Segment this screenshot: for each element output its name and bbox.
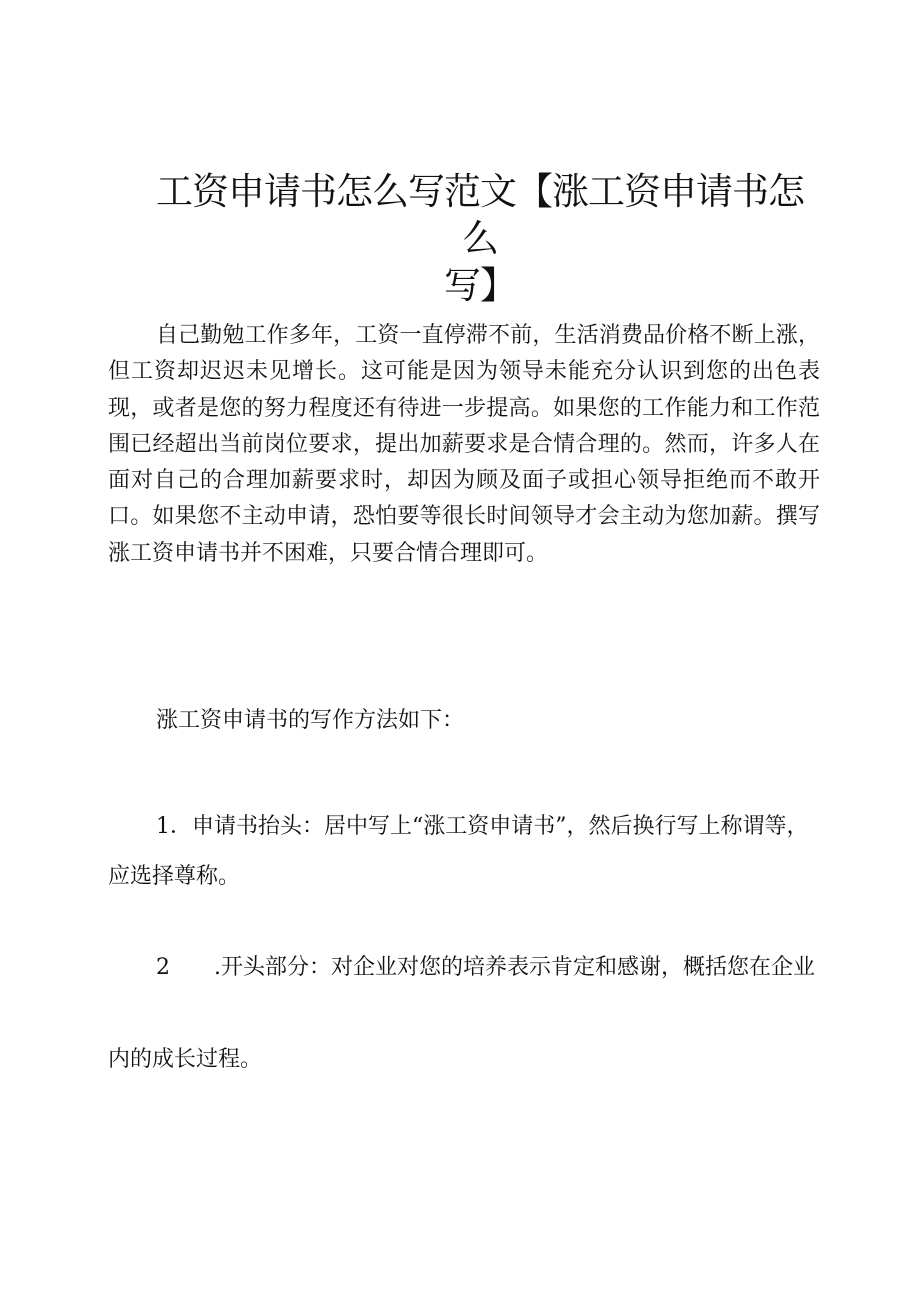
document-title (140, 168, 820, 309)
list-item-1: 1．申请书抬头：居中写上“涨工资申请书”，然后换行写上称谓等，应选择尊称。 (108, 814, 809, 889)
list-item-2-text: .开头部分：对企业对您的培养表示肯定和感谢，概括您在企业 (214, 955, 815, 980)
document-title-line-2: 写】 (444, 264, 516, 307)
list-item-2-continuation: 内的成长过程。 (108, 1047, 263, 1072)
document-title-line-1: 工资申请书怎么写范文【涨工资申请书怎么 (156, 170, 804, 260)
list-item-2 (108, 945, 820, 990)
intro-paragraph: 自己勤勉工作多年，工资一直停滞不前，生活消费品价格不断上涨，但工资却迟迟未见增长。这可能是因为领导未能充分认识到您的出色表现，或者是您的努力程度还有待进一步提高。如果您的工作能力和工作范围已经超出当前岗位要求，提出加薪要求是合情合理的。然而，许多人在面对自己的合理加薪要求时，却因为顾及面子或担心领导拒绝而不敢开口。如果您不主动申请，恐怕要等很长时间领导才会主动为您加薪。撰写涨工资申请书并不困难，只要合情合理即可。 (108, 323, 820, 566)
list-item-2-number: 2 (156, 955, 170, 980)
method-heading-paragraph: 涨工资申请书的写作方法如下： (156, 708, 465, 733)
